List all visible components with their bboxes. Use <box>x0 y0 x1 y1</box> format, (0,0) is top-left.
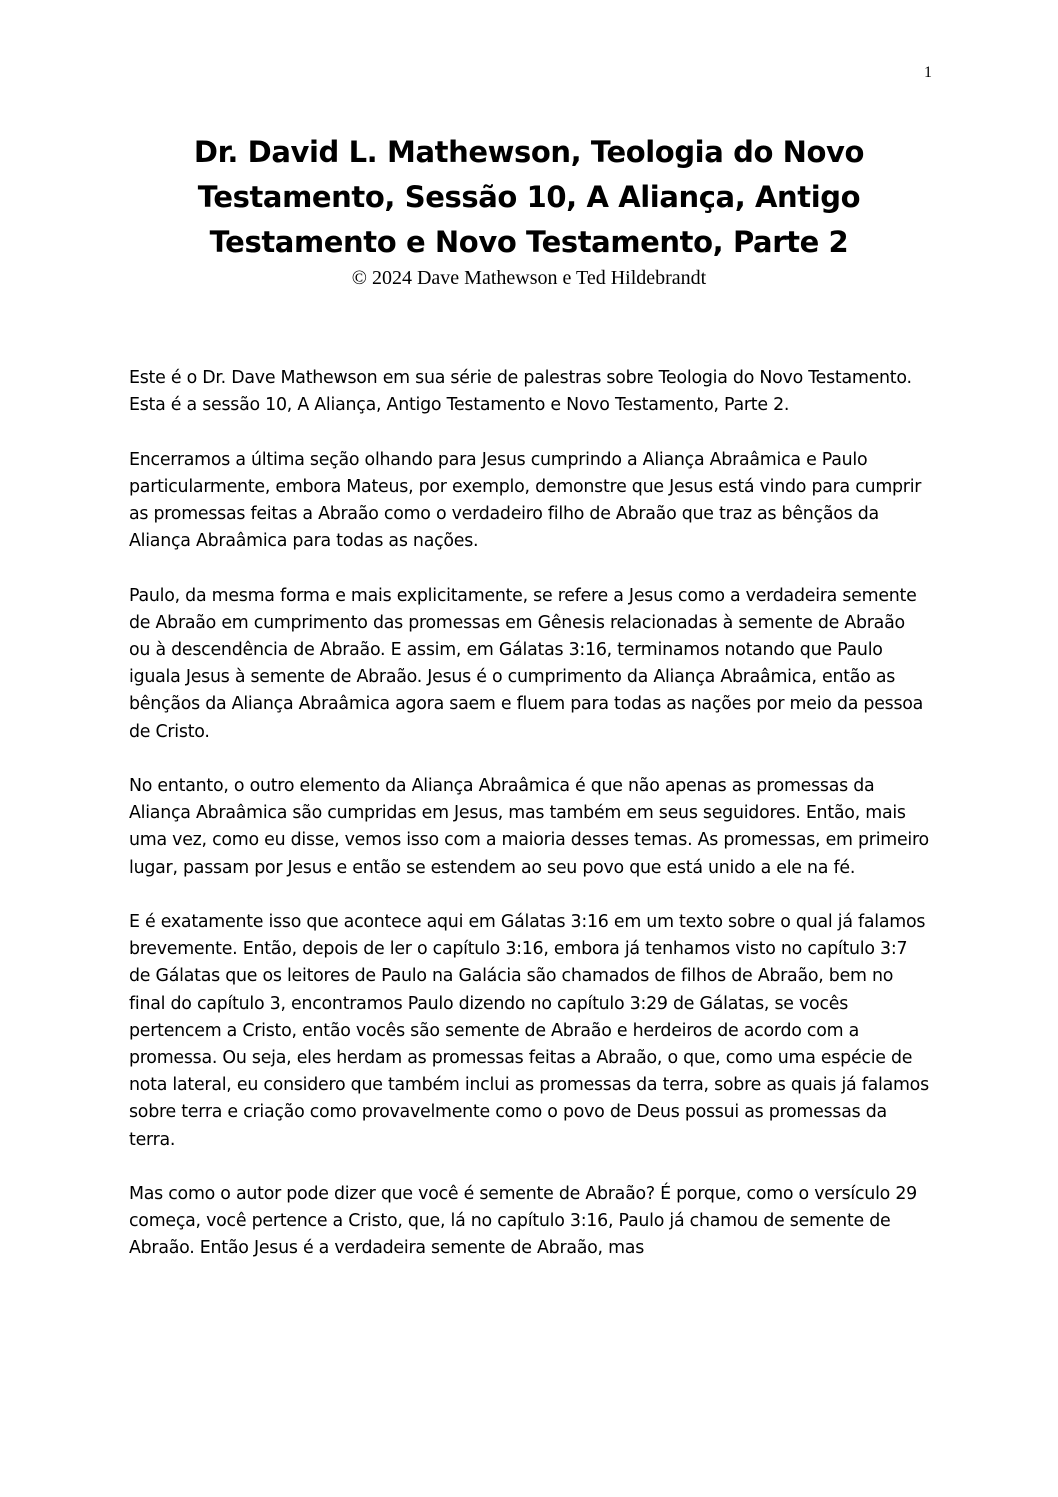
paragraph: Paulo, da mesma forma e mais explicitamente, se refere a Jesus como a verdadeira semente de Abraão em cumprimento das promessas em Gênesis relacionadas à semente de Abraão ou à descendência de Abraão. E assim, em Gálatas 3:16, terminamos notando que Paulo iguala Jesus à semente de Abraão. Jesus é o cumprimento da Aliança Abraâmica, então as bênçãos da Aliança Abraâmica agora saem e fluem para todas as nações por meio da pessoa de Cristo. <box>129 585 924 742</box>
page-number: 1 <box>924 64 932 81</box>
paragraph: Este é o Dr. Dave Mathewson em sua série de palestras sobre Teologia do Novo Testamento. Esta é a sessão 10, A Aliança, Antigo Testamento e Novo Testamento, Parte 2. <box>129 368 912 416</box>
paragraph: Mas como o autor pode dizer que você é semente de Abraão? É porque, como o versículo 29 começa, você pertence a Cristo, que, lá no capítulo 3:16, Paulo já chamou de semente de Abraão. Então Jesus é a verdadeira semente de Abraão, mas <box>129 1184 917 1259</box>
paragraph: Encerramos a última seção olhando para Jesus cumprindo a Aliança Abraâmica e Paulo particularmente, embora Mateus, por exemplo, demonstre que Jesus está vindo para cumprir as promessas feitas a Abraão como o verdadeiro filho de Abraão que traz as bênçãos da Aliança Abraâmica para todas as nações. <box>129 449 922 552</box>
document-title: Dr. David L. Mathewson, Teologia do Novo Testamento, Sessão 10, A Aliança, Antigo Testamento e Novo Testamento, Parte 2 <box>193 135 865 259</box>
copyright-line: © 2024 Dave Mathewson e Ted Hildebrandt <box>351 267 707 289</box>
document-body <box>129 365 931 1290</box>
paragraph: No entanto, o outro elemento da Aliança Abraâmica é que não apenas as promessas da Aliança Abraâmica são cumpridas em Jesus, mas também em seus seguidores. Então, mais uma vez, como eu disse, vemos isso com a maioria desses temas. As promessas, em primeiro lugar, passam por Jesus e então se estendem ao seu povo que está unido a ele na fé. <box>129 776 929 878</box>
document-header <box>128 130 930 291</box>
paragraph: E é exatamente isso que acontece aqui em Gálatas 3:16 em um texto sobre o qual já falamos brevemente. Então, depois de ler o capítulo 3:16, embora já tenhamos visto no capítulo 3:7 de Gálatas que os leitores de Paulo na Galácia são chamados de filhos de Abraão, bem no final do capítulo 3, encontramos Paulo dizendo no capítulo 3:29 de Gálatas, se vocês pertencem a Cristo, então vocês são semente de Abraão e herdeiros de acordo com a promessa. Ou seja, eles herdam as promessas feitas a Abraão, o que, como uma espécie de nota lateral, eu considero que também inclui as promessas da terra, sobre as quais já falamos sobre terra e criação como provavelmente como o povo de Deus possui as promessas da terra. <box>129 912 929 1150</box>
